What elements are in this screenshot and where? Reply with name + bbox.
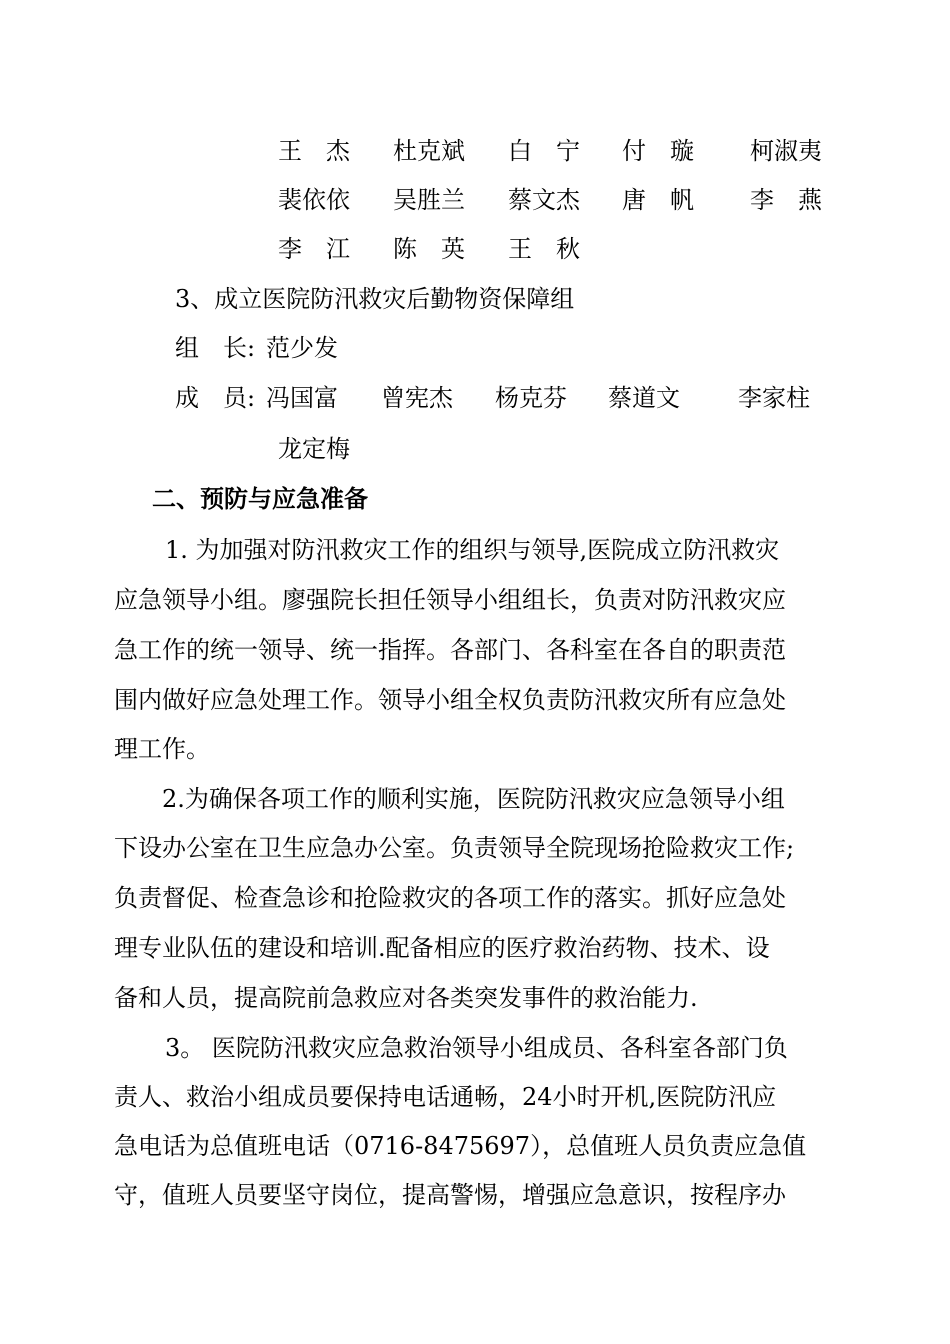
member-name: 龙定梅 — [278, 435, 350, 463]
member-name: 杨克芬 — [495, 384, 567, 412]
member-name: 白 宁 — [508, 137, 580, 165]
member-name: 王 杰 — [278, 137, 350, 165]
member-name: 吴胜兰 — [393, 186, 465, 214]
paragraph-line: 急电话为总值班电话（0716-8475697），总值班人员负责应急值 — [114, 1132, 807, 1160]
member-name: 李 燕 — [750, 186, 822, 214]
paragraph-line: 理工作。 — [114, 735, 210, 763]
member-name: 陈 英 — [393, 235, 465, 263]
member-name: 柯淑夷 — [750, 137, 822, 165]
member-name: 李家柱 — [738, 384, 810, 412]
member-name: 唐 帆 — [622, 186, 694, 214]
member-name: 李 江 — [278, 235, 350, 263]
section-heading: 二、预防与应急准备 — [152, 484, 368, 513]
paragraph-line: 围内做好应急处理工作。领导小组全权负责防汛救灾所有应急处 — [114, 686, 786, 714]
group3-leader: 范少发 — [266, 334, 338, 362]
paragraph-line: 下设办公室在卫生应急办公室。负责领导全院现场抢险救灾工作; — [114, 834, 795, 862]
group3-title: 3、成立医院防汛救灾后勤物资保障组 — [175, 285, 575, 313]
member-name: 蔡道文 — [608, 384, 680, 412]
paragraph-line: 应急领导小组。廖强院长担任领导小组组长，负责对防汛救灾应 — [114, 586, 786, 614]
member-name: 裴依依 — [278, 186, 350, 214]
member-name: 杜克斌 — [393, 137, 465, 165]
paragraph-line: 责人、救治小组成员要保持电话通畅，24小时开机,医院防汛应 — [114, 1083, 777, 1111]
member-name: 付 璇 — [622, 137, 694, 165]
paragraph-line: 负责督促、检查急诊和抢险救灾的各项工作的落实。抓好应急处 — [114, 884, 786, 912]
member-name: 王 秋 — [508, 235, 580, 263]
paragraph-line: 1. 为加强对防汛救灾工作的组织与领导,医院成立防汛救灾 — [165, 536, 780, 564]
paragraph-line: 3。 医院防汛救灾应急救治领导小组成员、各科室各部门负 — [165, 1034, 788, 1062]
paragraph-line: 守，值班人员要坚守岗位，提高警惕，增强应急意识，按程序办 — [114, 1181, 786, 1209]
member-name: 蔡文杰 — [508, 186, 580, 214]
group3-members-label: 成 员: — [175, 384, 256, 412]
paragraph-line: 备和人员，提高院前急救应对各类突发事件的救治能力. — [114, 984, 698, 1012]
paragraph-line: 急工作的统一领导、统一指挥。各部门、各科室在各自的职责范 — [114, 636, 786, 664]
member-name: 冯国富 — [266, 384, 338, 412]
member-name: 曾宪杰 — [381, 384, 453, 412]
group3-leader-label: 组 长: — [175, 334, 256, 362]
paragraph-line: 2.为确保各项工作的顺利实施，医院防汛救灾应急领导小组 — [162, 785, 785, 813]
paragraph-line: 理专业队伍的建设和培训.配备相应的医疗救治药物、技术、设 — [114, 934, 770, 962]
